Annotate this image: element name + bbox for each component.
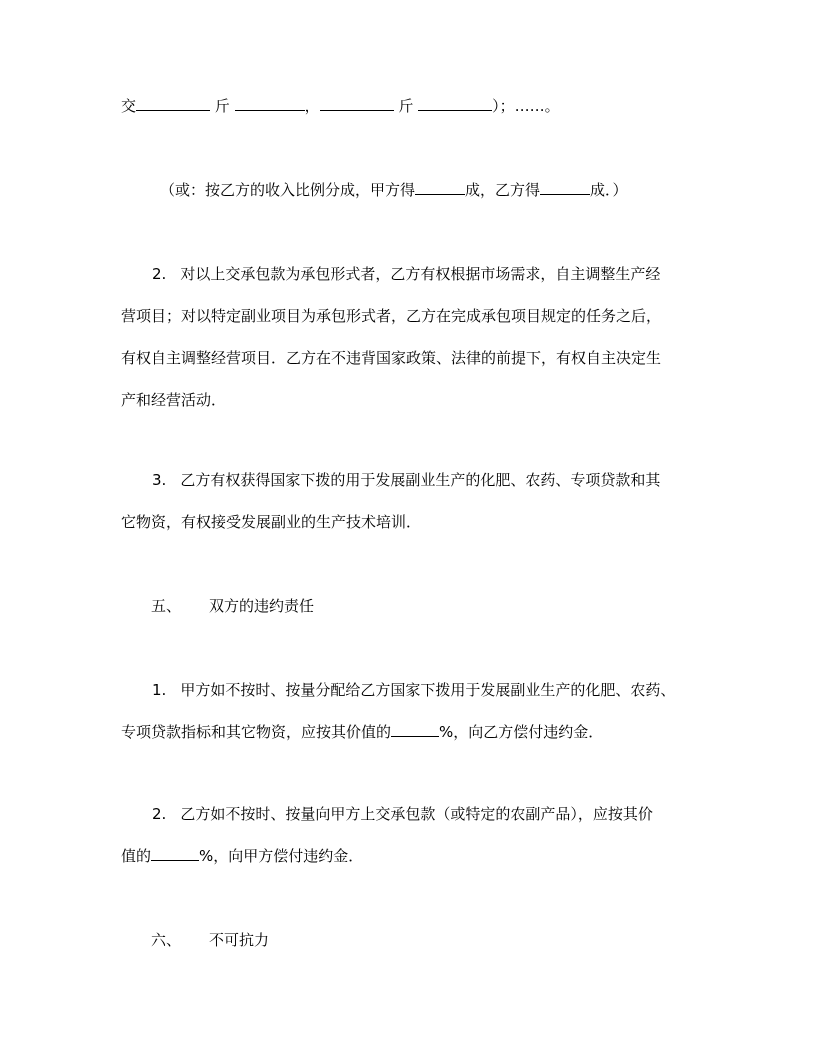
ratio-text-a: （或：按乙方的收入比例分成，甲方得 (160, 181, 416, 199)
blank-field (151, 846, 199, 861)
contract-line-ratio (160, 180, 740, 200)
blank-field (540, 180, 590, 195)
item-text: 乙方有权获得国家下拨的用于发展副业生产的化肥、农药、专项贷款和其 (180, 471, 661, 489)
text-jin-1: 斤 (210, 97, 235, 115)
section-number: 六、 (151, 931, 182, 949)
section-title: 双方的违约责任 (209, 597, 315, 615)
item-text: %，向乙方偿付违约金． (439, 723, 604, 741)
item-2-line-2 (121, 306, 701, 326)
item-text: 专项贷款指标和其它物资，应按其价值的 (121, 723, 392, 741)
section-6-heading (151, 930, 731, 950)
item-3-line-2 (121, 512, 701, 532)
item-text: 乙方如不按时、按量向甲方上交承包款（或特定的农副产品），应按其价 (180, 805, 653, 823)
blank-field (320, 96, 394, 111)
item-text: 它物资，有权接受发展副业的生产技术培训． (121, 513, 422, 531)
item-number: 2. (152, 265, 167, 283)
ratio-text-b: 成，乙方得 (465, 181, 541, 199)
text-comma: ， (304, 97, 320, 115)
item-text: 值的 (121, 847, 152, 865)
text-ending: ）；……。 (492, 97, 560, 115)
item-text: 甲方如不按时、按量分配给乙方国家下拨用于发展副业生产的化肥、农药、 (180, 681, 676, 699)
ratio-text-c: 成．） (590, 181, 628, 199)
section-title: 不可抗力 (209, 931, 270, 949)
blank-field (418, 96, 492, 111)
item-2-line-3 (121, 348, 701, 368)
item-text: 产和经营活动． (121, 391, 227, 409)
item-2-line-1 (152, 264, 732, 284)
item-text: %，向甲方偿付违约金． (199, 847, 364, 865)
item-number: 1. (152, 681, 167, 699)
contract-line-1 (121, 96, 701, 116)
blank-field (415, 180, 465, 195)
blank-field (235, 96, 305, 111)
section-number: 五、 (151, 597, 182, 615)
item-2-line-4 (121, 390, 701, 410)
item-text: 对以上交承包款为承包形式者，乙方有权根据市场需求，自主调整生产经 (180, 265, 661, 283)
text-jin-2: 斤 (393, 97, 419, 115)
item-3-line-1 (152, 470, 732, 490)
s5-item-1-line-1 (152, 680, 732, 700)
item-number: 3. (152, 471, 167, 489)
item-text: 营项目；对以特定副业项目为承包形式者，乙方在完成承包项目规定的任务之后， (121, 307, 662, 325)
section-5-heading (151, 596, 731, 616)
text-jiao: 交 (121, 97, 137, 115)
blank-field (391, 722, 439, 737)
s5-item-2-line-1 (152, 804, 732, 824)
s5-item-2-line-2 (121, 846, 701, 866)
blank-field (136, 96, 210, 111)
s5-item-1-line-2 (121, 722, 701, 742)
item-text: 有权自主调整经营项目．乙方在不违背国家政策、法律的前提下，有权自主决定生 (121, 349, 662, 367)
item-number: 2. (152, 805, 167, 823)
